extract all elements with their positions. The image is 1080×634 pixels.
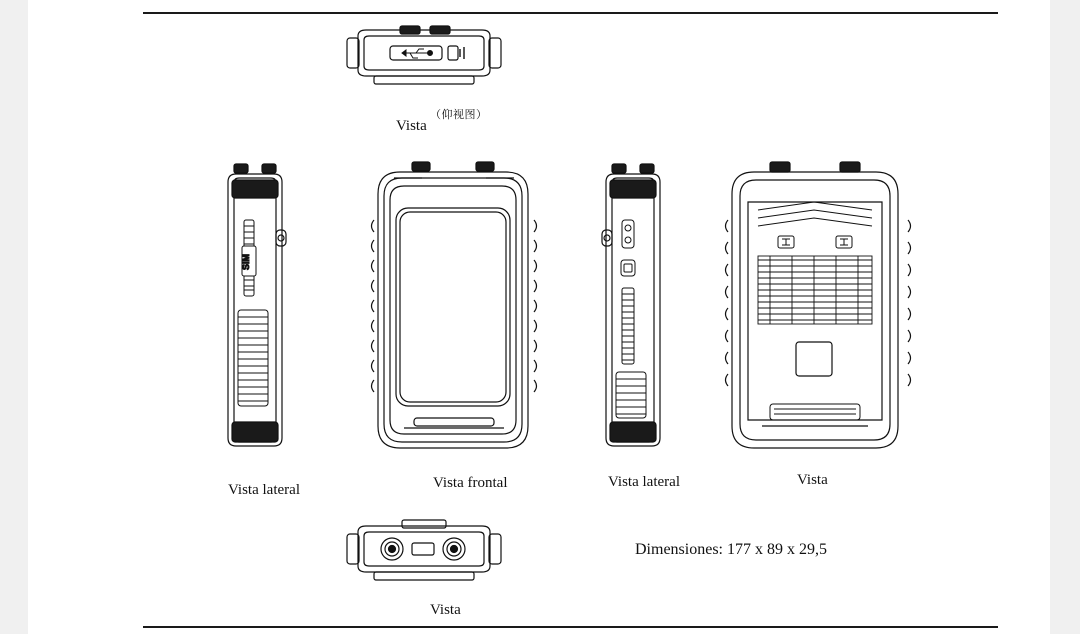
figure-front-view [364,160,544,460]
figure-side-left [210,160,300,460]
header-rule [143,12,998,14]
figure-top-view [344,518,504,588]
figure-back-caption: Vista [797,472,828,488]
figure-bottom-caption-cn: （仰视图） [430,109,488,121]
figure-back-view [718,160,918,460]
paper-sheet [28,0,1050,634]
footer-rule [143,626,998,628]
figure-front-caption: Vista frontal [433,475,508,491]
figure-side-right-caption: Vista lateral [608,474,680,490]
figure-side-left-caption: Vista lateral [228,482,300,498]
figure-side-right [588,160,678,460]
svg-text:SIM: SIM [241,253,251,271]
dimensions-text: Dimensiones: 177 x 89 x 29,5 [635,541,827,558]
figure-bottom-caption: Vista [396,118,427,134]
figure-top-caption: Vista [430,602,461,618]
figure-bottom-view [344,24,504,94]
